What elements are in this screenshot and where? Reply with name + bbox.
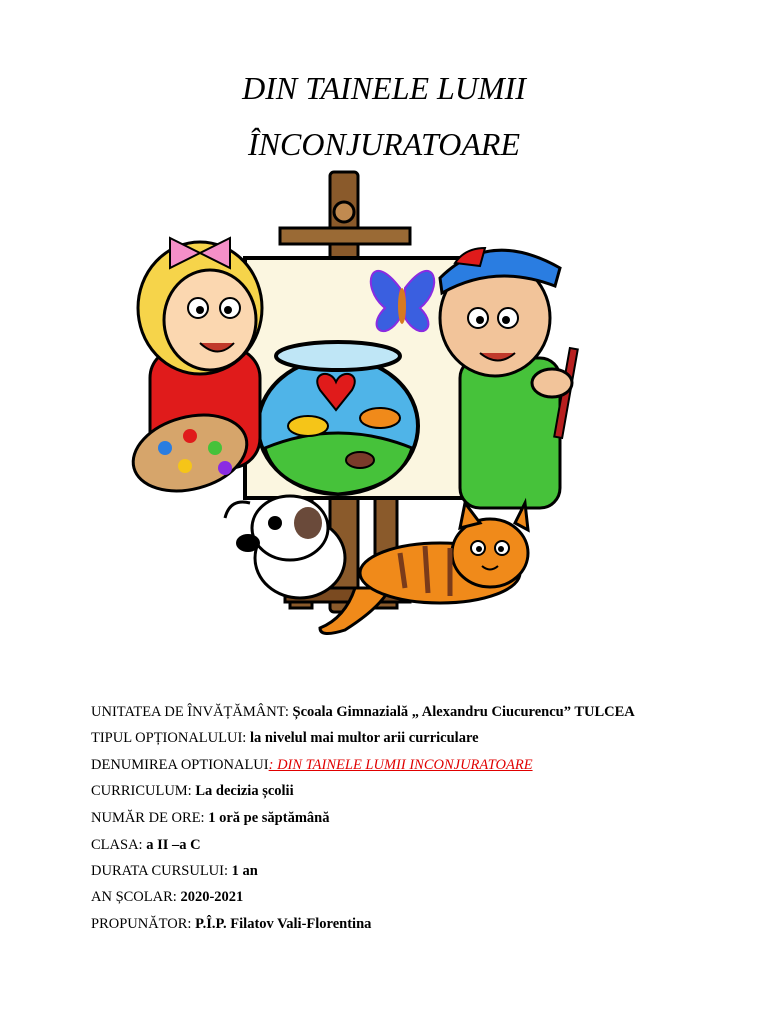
detail-value: 1 oră pe săptămână	[208, 810, 330, 826]
detail-label: DENUMIREA OPTIONALUI	[91, 757, 269, 773]
detail-label: NUMĂR DE ORE:	[91, 810, 205, 826]
detail-value: Școala Gimnazială „ Alexandru Ciucurencu” TULCEA	[292, 704, 635, 720]
detail-school-year	[91, 888, 243, 906]
detail-school	[91, 703, 635, 721]
detail-value: 1 an	[231, 863, 258, 879]
detail-label: DURATA CURSULUI:	[91, 863, 229, 879]
detail-curriculum	[91, 782, 294, 800]
detail-hours	[91, 809, 329, 827]
detail-value: P.Î.P. Filatov Vali-Florentina	[195, 916, 372, 932]
detail-type	[91, 729, 479, 747]
detail-duration	[91, 862, 258, 880]
detail-name	[91, 756, 533, 774]
detail-label: CLASA:	[91, 837, 143, 853]
detail-value: La decizia școlii	[195, 783, 294, 799]
title-line-1: DIN TAINELE LUMII	[242, 70, 526, 106]
title-line-2: ÎNCONJURATOARE	[248, 126, 520, 162]
children-painting-illustration	[130, 168, 590, 658]
detail-value: 2020-2021	[180, 889, 244, 905]
detail-proposer	[91, 915, 371, 933]
detail-label: CURRICULUM:	[91, 783, 192, 799]
detail-label: UNITATEA DE ÎNVĂȚĂMÂNT:	[91, 704, 289, 720]
dog-illustration	[225, 496, 345, 598]
detail-label: AN ȘCOLAR:	[91, 889, 177, 905]
detail-value: a II –a C	[146, 837, 201, 853]
detail-value: la nivelul mai multor arii curriculare	[249, 730, 479, 746]
detail-class	[91, 836, 201, 854]
detail-value: : DIN TAINELE LUMII INCONJURATOARE	[268, 757, 533, 773]
detail-label: TIPUL OPȚIONALULUI:	[91, 730, 247, 746]
boy-illustration	[440, 248, 578, 508]
detail-label: PROPUNĂTOR:	[91, 916, 192, 932]
